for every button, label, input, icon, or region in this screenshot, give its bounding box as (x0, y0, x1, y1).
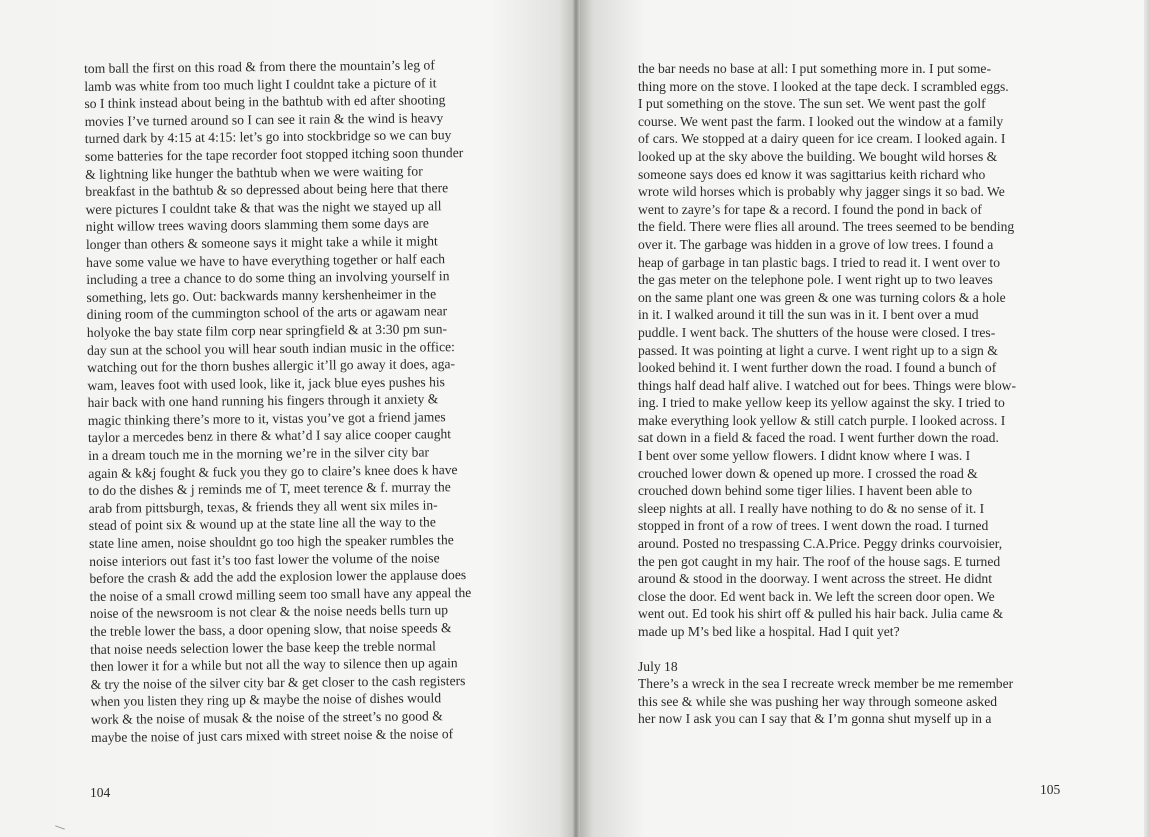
text-line: wam, leaves foot with used look, like it, jack blue eyes pushes his (87, 373, 445, 393)
text-line: her now I ask you can I say that & I’m gonna shut myself up in a (638, 711, 992, 727)
text-line: hair back with one hand running his fingers through it anxiety & (87, 391, 439, 411)
left-page-text (84, 56, 473, 746)
text-line: tom ball the first on this road & from there the mountain’s leg of (84, 57, 435, 76)
text-line: on the same plant one was green & one was turning colors & a hole (638, 289, 1006, 305)
text-line: were pictures I couldnt take & that was the night we stayed up all (85, 198, 442, 217)
text-line: the pen got caught in my hair. The roof of the house sags. E turned (638, 553, 1001, 569)
text-line: I bent over some yellow flowers. I didnt know where I was. I (638, 448, 971, 464)
text-line: in it. I walked around it till the sun was in it. I bent over a mud (638, 307, 979, 323)
text-line: heap of garbage in tan plastic bags. I tried to read it. I went over to (638, 254, 1000, 270)
text-line: stead of point six & wound up at the state line all the way to the (88, 514, 436, 534)
text-line: close the door. Ed went back in. We left the screen door open. We (638, 588, 995, 604)
text-line: the bar needs no base at all: I put something more in. I put some- (638, 61, 991, 76)
text-line: the noise of a small crowd milling seem too small have any appeal the (89, 584, 472, 604)
text-line: the gas meter on the telephone pole. I went right up to two leaves (638, 272, 993, 288)
text-line: looked up at the sky above the building. We bought wild horses & (638, 148, 998, 164)
text-line: & try the noise of the silver city bar & get closer to the cash registers (90, 672, 466, 692)
right-page-text (638, 60, 1016, 728)
text-line: someone says does ed know it was sagittarius keith richard who (638, 166, 986, 182)
text-line: crouched lower down & opened up more. I crossed the road & (638, 465, 978, 481)
page-edge (1144, 0, 1150, 837)
text-line: arab from pittsburgh, texas, & friends they all went six miles in- (88, 497, 438, 516)
text-line: the field. There were flies all around. The trees seemed to be bending (638, 219, 1015, 235)
page-number-right: 105 (1040, 782, 1061, 797)
corner-mark (55, 825, 65, 829)
text-line: I put something on the stove. The sun set. We went past the golf (638, 96, 986, 112)
text-line: night willow trees waving doors slamming them some days are (85, 215, 429, 235)
text-line: thing more on the stove. I looked at the tape deck. I scrambled eggs. (638, 78, 1009, 94)
text-line: around & stood in the doorway. I went across the street. He didnt (638, 571, 992, 587)
text-line: dining room of the cummington school of the arts or agawam near (86, 303, 448, 323)
text-line: some batteries for the tape recorder foot stopped itching soon thunder (84, 145, 464, 164)
text-line: course. We went past the farm. I looked out the window at a family (638, 113, 1004, 129)
right-page-body-after-heading (638, 675, 1016, 728)
text-line: of cars. We stopped at a dairy queen for ice cream. I looked again. I (638, 131, 1006, 147)
right-page (576, 0, 1150, 837)
text-line: went to zayre’s for tape & a record. I found the pond in back of (638, 201, 982, 217)
text-line: lamb was white from too much light I couldnt take a picture of it (84, 74, 437, 94)
text-line: noise of the newsroom is not clear & the noise needs bells turn up (89, 602, 449, 622)
text-line: longer than others & someone says it might take a while it might (85, 233, 438, 252)
text-line: turned dark by 4:15 at 4:15: let’s go into stockbridge so we can buy (84, 127, 452, 147)
text-line: when you listen they ring up & maybe the noise of dishes would (90, 690, 442, 710)
text-line: day sun at the school you will hear south indian music in the office: (86, 338, 455, 358)
text-line: in a dream touch me in the morning we’re in the silver city bar (88, 444, 430, 464)
text-line: over it. The garbage was hidden in a grove of low trees. I found a (638, 236, 994, 252)
text-line: before the crash & add the add the explosion lower the applause does (89, 567, 467, 587)
text-line: again & k&j fought & fuck you they go to claire’s knee does k have (88, 461, 458, 481)
text-line: taylor a mercedes benz in there & what’d I say alice cooper caught (87, 426, 452, 446)
book-gutter (572, 0, 580, 837)
text-line: sat down in a field & faced the road. I went further down the road. (638, 430, 999, 446)
text-line: that noise needs selection lower the base keep the treble normal (90, 637, 436, 657)
text-line: holyoke the bay state film corp near springfield & at 3:30 pm sun- (86, 321, 448, 340)
text-line: puddle. I went back. The shutters of the house were closed. I tres- (638, 324, 996, 340)
text-line: ing. I tried to make yellow keep its yellow against the sky. I tried to (638, 395, 1005, 411)
text-line: to do the dishes & j reminds me of T, meet terence & f. murray the (88, 479, 451, 499)
text-line: breakfast in the bathtub & so depressed about being here that there (85, 180, 449, 200)
text-line: looked behind it. I went further down the road. I found a bunch of (638, 360, 997, 376)
text-line: state line amen, noise shouldnt go too high the speaker rumbles the (88, 532, 454, 552)
text-line: then lower it for a while but not all the way to silence then up again (90, 655, 458, 675)
text-line: including a tree a chance to do some thing an involving yourself in (86, 268, 450, 288)
text-line: crouched down behind some tiger lilies. I havent been able to (638, 483, 973, 499)
text-line: passed. It was pointing at light a curve. I went right up to a sign & (638, 342, 998, 358)
text-line: made up M’s bed like a hospital. Had I quit yet? (638, 624, 900, 639)
text-line: things half dead half alive. I watched out for bees. Things were blow- (638, 377, 1016, 393)
text-line: so I think instead about being in the bathtub with ed after shooting (84, 92, 446, 112)
text-line: magic thinking there’s more to it, vistas you’ve got a friend james (87, 409, 446, 428)
text-line: have some value we have to have everything together or half each (86, 250, 446, 270)
text-line: movies I’ve turned around so I can see it rain & the wind is heavy (84, 110, 444, 129)
text-line: went out. Ed took his shirt off & pulled his hair back. Julia came & (638, 606, 1004, 622)
text-line: make everything look yellow & still catch purple. I looked across. I (638, 412, 1006, 428)
entry-heading: July 18 (638, 658, 678, 674)
text-line: this see & while she was pushing her way through someone asked (638, 693, 998, 709)
text-line: sleep nights at all. I really have nothing to do & no sense of it. I (638, 500, 985, 516)
text-line: stopped in front of a row of trees. I went down the road. I turned (638, 518, 989, 534)
text-line: noise interiors out fast it’s too fast lower the volume of the noise (89, 549, 440, 569)
text-line: wrote wild horses which is probably why jagger sings it so bad. We (638, 184, 1005, 200)
text-line: work & the noise of musak & the noise of the street’s no good & (90, 708, 443, 727)
text-line: the treble lower the bass, a door opening slow, that noise speeds & (89, 620, 452, 639)
right-page-body (638, 60, 1016, 641)
text-line: & lightning like hunger the bathtub when we were waiting for (85, 163, 423, 182)
page-number-left: 104 (90, 785, 111, 800)
text-line: something, lets go. Out: backwards manny kershenheimer in the (86, 286, 437, 305)
text-line: around. Posted no trespassing C.A.Price. Peggy drinks courvoisier, (638, 536, 1003, 552)
text-line: maybe the noise of just cars mixed with street noise & the noise of (91, 725, 454, 745)
text-line: watching out for the thorn bushes allergic it’ll go away it does, aga- (87, 356, 456, 376)
text-line: There’s a wreck in the sea I recreate wreck member be me remember (638, 676, 1014, 692)
